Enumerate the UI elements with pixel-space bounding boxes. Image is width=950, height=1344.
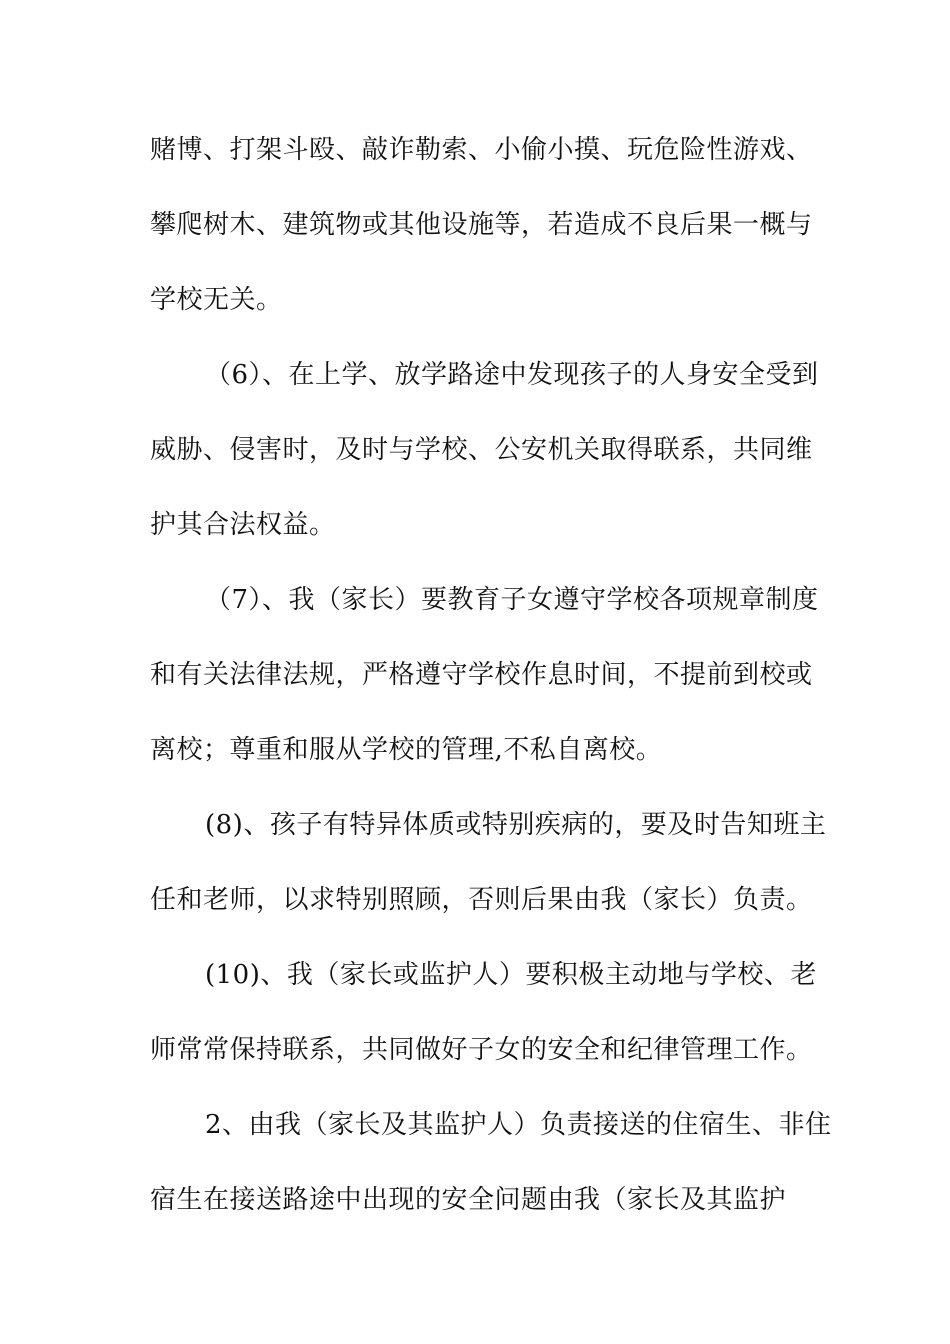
text-line: 护其合法权益。	[150, 510, 336, 540]
paragraph-6-first-line: （6）、在上学、放学路途中发现孩子的人身安全受到	[205, 360, 819, 390]
text-line: 任和老师，以求特别照顾，否则后果由我（家长）负责。	[150, 885, 813, 915]
text-line: 学校无关。	[150, 285, 283, 315]
text-line: 宿生在接送路途中出现的安全问题由我（家长及其监护	[150, 1185, 787, 1215]
section-2-first-line: 2、由我（家长及其监护人）负责接送的住宿生、非住	[205, 1110, 832, 1140]
paragraph-10-first-line: (10)、我（家长或监护人）要积极主动地与学校、老	[205, 960, 817, 990]
text-line: 威胁、侵害时，及时与学校、公安机关取得联系，共同维	[150, 435, 813, 465]
paragraph-8-first-line: (8)、孩子有特异体质或特别疾病的，要及时告知班主	[205, 810, 827, 840]
text-line: 离校；尊重和服从学校的管理,不私自离校。	[150, 735, 663, 765]
text-line: 赌博、打架斗殴、敲诈勒索、小偷小摸、玩危险性游戏、	[150, 135, 813, 165]
text-line: 师常常保持联系，共同做好子女的安全和纪律管理工作。	[150, 1035, 813, 1065]
paragraph-7-first-line: （7）、我（家长）要教育子女遵守学校各项规章制度	[205, 585, 819, 615]
text-line: 攀爬树木、建筑物或其他设施等，若造成不良后果一概与	[150, 210, 813, 240]
text-line: 和有关法律法规，严格遵守学校作息时间，不提前到校或	[150, 660, 813, 690]
